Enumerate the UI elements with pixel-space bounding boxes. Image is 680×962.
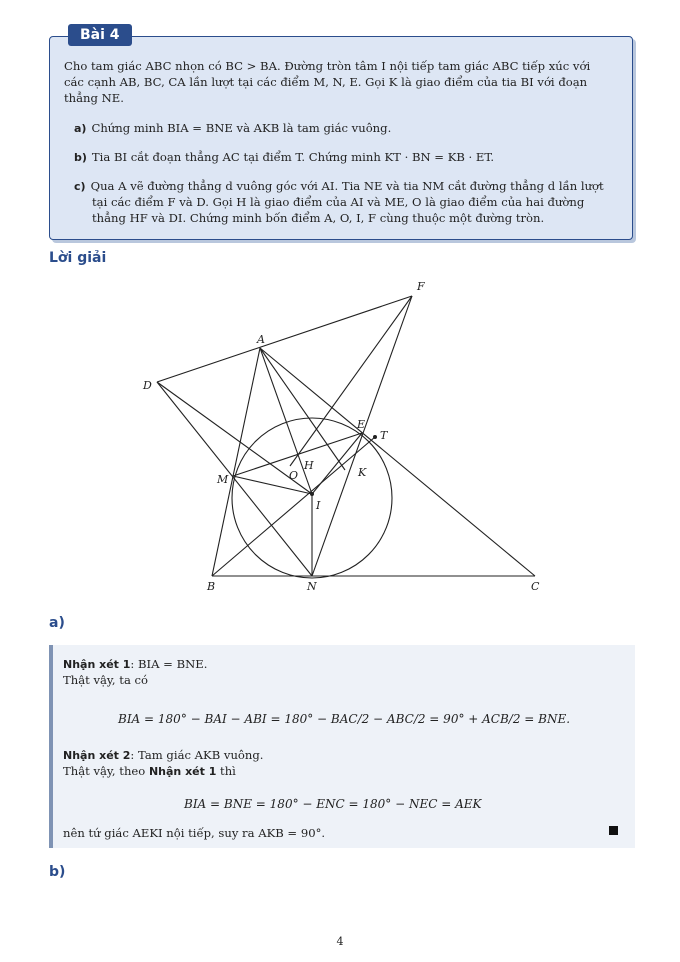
- remark2-heading: [63, 748, 263, 763]
- item-c-line: thẳng HF và DI. Chứng minh bốn điểm A, O, I, F cùng thuộc một đường tròn.: [92, 211, 545, 225]
- item-label: a): [74, 122, 87, 135]
- remark1-equation: BIA = 180° − BAI − ABI = 180° − BAC/2 − ABC/2 = 90° + ACB/2 = BNE.: [118, 712, 571, 726]
- remark1-title: Nhận xét 1: [63, 658, 131, 671]
- label-I: I: [316, 499, 321, 512]
- item-text: Qua A vẽ đường thẳng d vuông góc với AI. Tia NE và tia NM cắt đường thẳng d lần lượt: [90, 179, 604, 193]
- label-N: N: [307, 580, 317, 593]
- label-E: E: [357, 418, 366, 431]
- label-M: M: [217, 473, 229, 486]
- remark2-equation: BIA = BNE = 180° − ENC = 180° − NEC = AEK: [184, 797, 482, 811]
- qed-square: [609, 826, 618, 835]
- item-text: Tia BI cắt đoạn thẳng AC tại điểm T. Chứng minh KT · BN = KB · ET.: [91, 150, 495, 164]
- problem-tag: Bài 4: [68, 24, 132, 46]
- label-O: O: [289, 469, 299, 482]
- label-H: H: [304, 459, 314, 472]
- label-F: F: [417, 280, 425, 293]
- remark2-intro-ref: Nhận xét 1: [148, 765, 217, 778]
- item-c-line: tại các điểm F và D. Gọi H là giao điểm của AI và ME, O là giao điểm của hai đường: [92, 195, 585, 209]
- remark2-conclusion: nên tứ giác AEKI nội tiếp, suy ra AKB = 90°.: [63, 826, 326, 840]
- remark2-title: Nhận xét 2: [63, 749, 131, 762]
- part-b-title: b): [49, 864, 66, 880]
- label-A: A: [257, 333, 265, 346]
- label-C: C: [531, 580, 540, 593]
- remark2-intro-text: Thật vậy, theo: [63, 764, 149, 778]
- remark2-intro: [63, 764, 236, 779]
- item-label: c): [74, 180, 86, 193]
- remark2-intro-suffix: thì: [216, 764, 236, 778]
- label-T: T: [380, 429, 388, 442]
- remark1-claim: : BIA = BNE.: [130, 657, 208, 671]
- remark1-heading: [63, 657, 207, 672]
- label-D: D: [143, 379, 152, 392]
- statement-line: thẳng NE.: [64, 91, 124, 105]
- label-K: K: [358, 466, 367, 479]
- statement-line: các cạnh AB, BC, CA lần lượt tại các điểm M, N, E. Gọi K là giao điểm của tia BI với đoạn: [64, 75, 588, 89]
- part-a-title: a): [49, 615, 65, 631]
- item-label: b): [74, 151, 87, 164]
- statement-line: Cho tam giác ABC nhọn có BC > BA. Đường tròn tâm I nội tiếp tam giác ABC tiếp xúc với: [64, 59, 591, 73]
- solution-title: Lời giải: [49, 250, 107, 266]
- page-number: 4: [336, 935, 344, 948]
- remark1-intro: Thật vậy, ta có: [63, 673, 149, 687]
- label-B: B: [207, 580, 216, 593]
- item-text: Chứng minh BIA = BNE và AKB là tam giác vuông.: [91, 121, 392, 135]
- remark2-claim: : Tam giác AKB vuông.: [130, 748, 264, 762]
